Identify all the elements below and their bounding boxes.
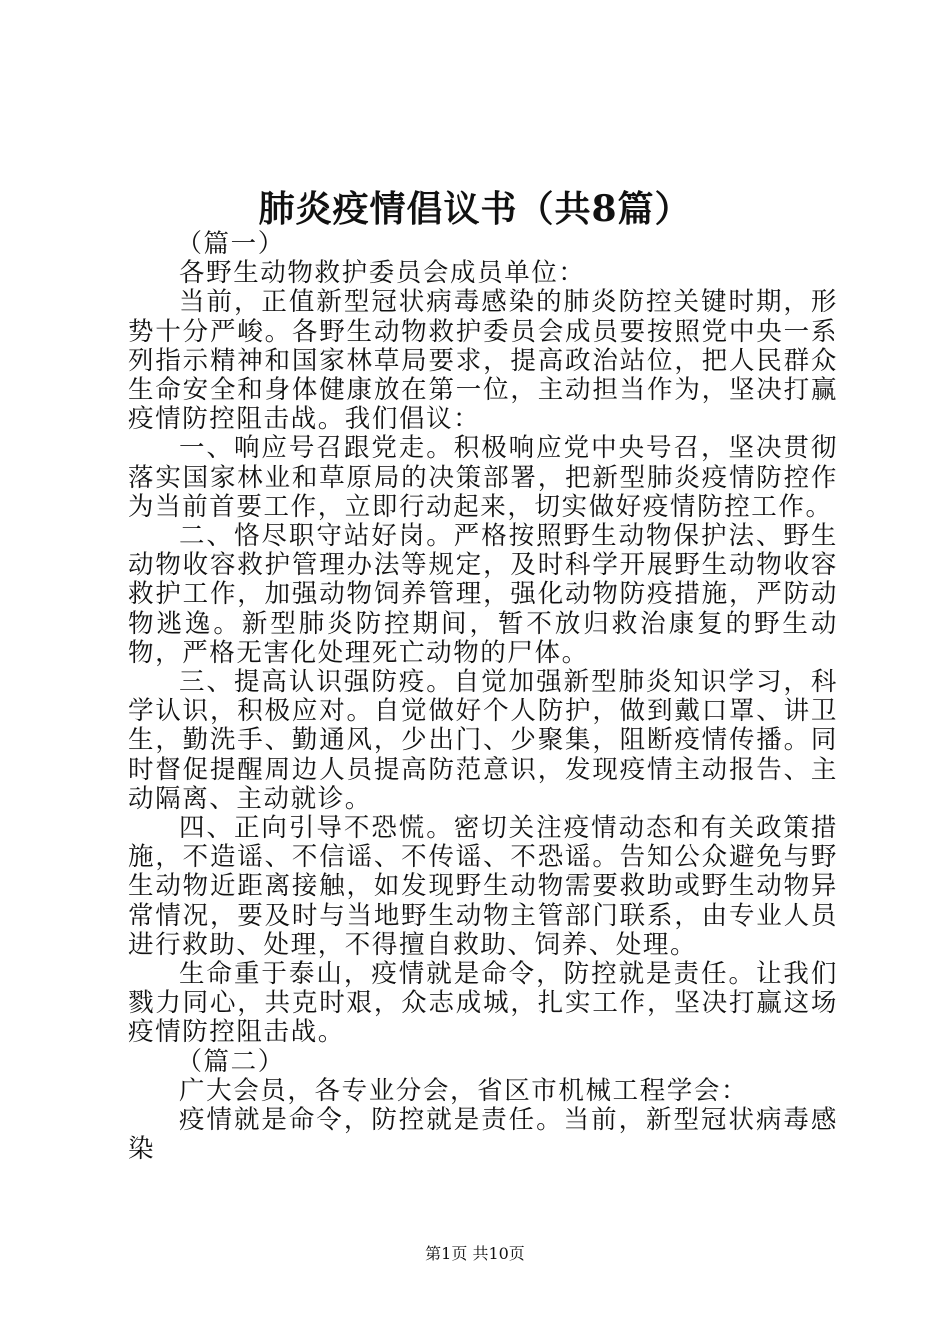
- paragraph-item-4: 四、正向引导不恐慌。密切关注疫情动态和有关政策措施，不造谣、不信谣、不传谣、不恐谣。告知公众避免与野生动物近距离接触，如发现野生动物需要救助或野生动物异常情况，要及时与当地野生动物主管部门联系，由专业人员进行救助、处理，不得擅自救助、饲养、处理。: [128, 813, 838, 960]
- paragraph-item-3: 三、提高认识强防疫。自觉加强新型肺炎知识学习，科学认识，积极应对。自觉做好个人防护，做到戴口罩、讲卫生，勤洗手、勤通风，少出门、少聚集，阻断疫情传播。同时督促提醒周边人员提高防范意识，发现疫情主动报告、主动隔离、主动就诊。: [128, 667, 838, 814]
- page-footer: 第1页 共10页: [425, 1244, 525, 1263]
- document-title: 肺炎疫情倡议书（共8篇）: [258, 188, 692, 230]
- section-label-1: （篇一）: [176, 229, 285, 259]
- paragraph-closing: 生命重于泰山，疫情就是命令，防控就是责任。让我们戮力同心，共克时艰，众志成城，扎实工作，坚决打赢这场疫情防控阻击战。: [128, 959, 838, 1048]
- paragraph-item-2: 二、恪尽职守站好岗。严格按照野生动物保护法、野生动物收容救护管理办法等规定，及时科学开展野生动物收容救护工作，加强动物饲养管理，强化动物防疫措施，严防动物逃逸。新型肺炎防控期间，暂不放归救治康复的野生动物，严格无害化处理死亡动物的尸体。: [128, 521, 838, 668]
- salutation-1: 各野生动物救护委员会成员单位：: [179, 258, 586, 289]
- paragraph-item-1: 一、响应号召跟党走。积极响应党中央号召，坚决贯彻落实国家林业和草原局的决策部署，把新型肺炎疫情防控作为当前首要工作，立即行动起来，切实做好疫情防控工作。: [128, 433, 838, 522]
- paragraph-part2-start: 疫情就是命令，防控就是责任。当前，新型冠状病毒感染: [128, 1105, 838, 1165]
- document-body: [128, 230, 838, 1165]
- salutation-2: 广大会员，各专业分会，省区市机械工程学会：: [179, 1075, 749, 1106]
- paragraph-intro: 当前，正值新型冠状病毒感染的肺炎防控关键时期，形势十分严峻。各野生动物救护委员会成员要按照党中央一系列指示精神和国家林草局要求，提高政治站位，把人民群众生命安全和身体健康放在第一位，主动担当作为，坚决打赢疫情防控阻击战。我们倡议：: [128, 287, 838, 435]
- section-label-2: （篇二）: [176, 1046, 285, 1077]
